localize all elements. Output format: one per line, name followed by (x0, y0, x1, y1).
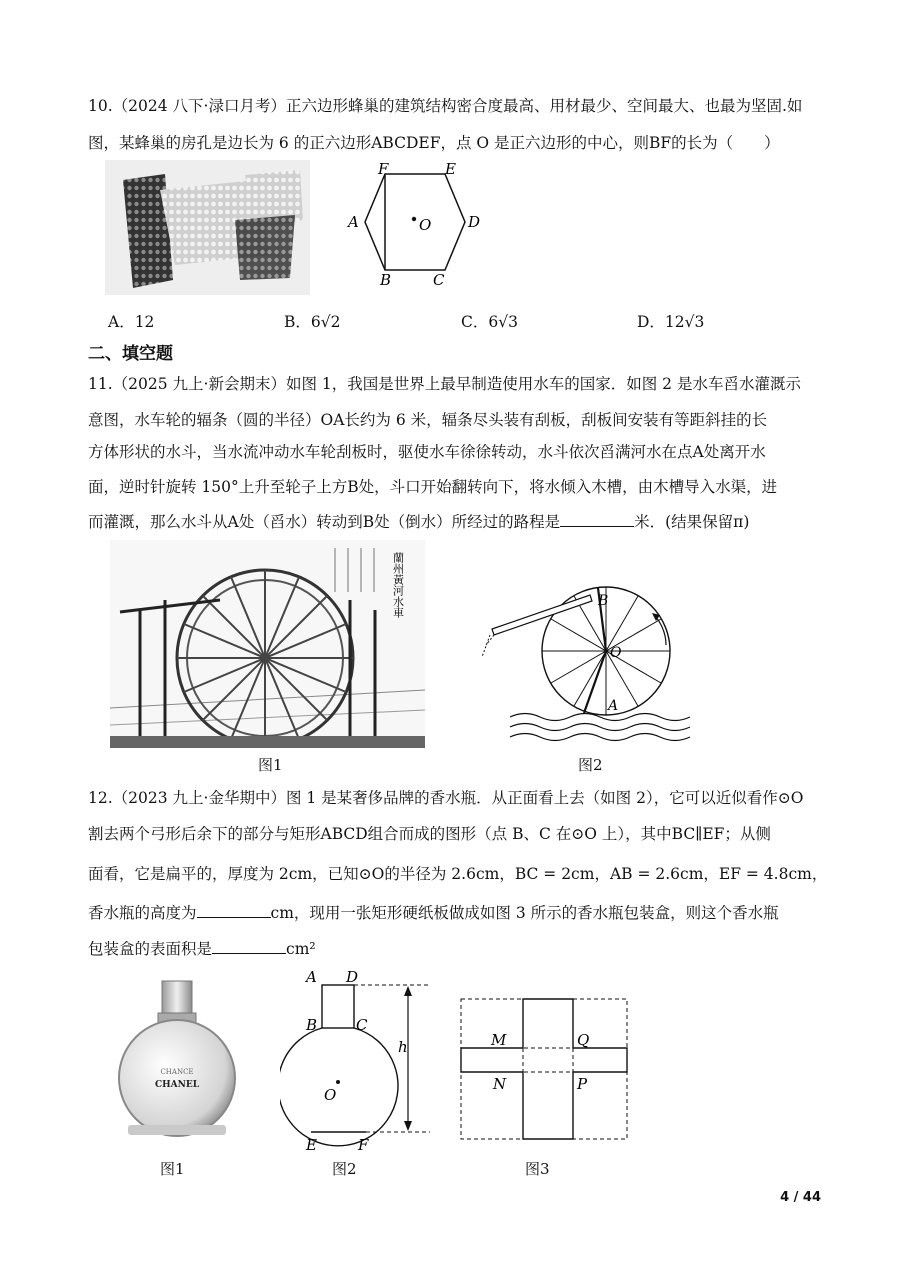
q12-text-5b: cm² (286, 940, 316, 958)
q12-text-line5 (88, 937, 316, 959)
label-Q: Q (577, 1031, 590, 1049)
label-O: O (419, 216, 432, 234)
label-M: M (491, 1031, 507, 1049)
label-B: B (598, 593, 609, 609)
label-N: N (493, 1075, 507, 1093)
q11-text-line4: 面，逆时针旋转 150°上升至轮子上方B处，斗口开始翻转向下，将水倾入木槽，由木槽导入水渠，进 (88, 478, 778, 496)
hexagon-figure (340, 160, 490, 290)
q12-text-line1: 12.（2023 九上·金华期中）图 1 是某奢侈品牌的香水瓶．从正面看上去（如图 2），它可以近似看作⊙O (88, 789, 804, 807)
waterwheel-diagram (480, 585, 705, 745)
label-F: F (378, 160, 389, 178)
q12-height-blank (197, 903, 271, 918)
q12-fig2-caption: 图2 (332, 1160, 357, 1178)
honeycomb-photo (105, 160, 310, 295)
label-h: h (398, 1038, 408, 1056)
q11-text-line2: 意图，水车轮的辐条（圆的半径）OA长约为 6 米，辐条尽头装有刮板，刮板间安装有等距斜挂的长 (88, 411, 768, 429)
label-O: O (324, 1086, 337, 1104)
q11-text-5b: 米．(结果保留π) (634, 513, 750, 531)
label-C: C (356, 1016, 368, 1034)
option-b: B．6√2 (284, 313, 341, 331)
label-F: F (358, 1136, 369, 1154)
q12-text-4a: 香水瓶的高度为 (88, 904, 197, 922)
perfume-bottle (108, 975, 248, 1140)
painting-title: 蘭州黃河水車 (391, 552, 405, 618)
box-net-figure (455, 995, 635, 1145)
label-A: A (306, 968, 317, 986)
label-C: C (433, 271, 445, 289)
label-O: O (610, 645, 622, 661)
q12-fig3-caption: 图3 (525, 1160, 550, 1178)
q11-text-line3: 方体形状的水斗，当水流冲动水车轮刮板时，驱使水车徐徐转动，水斗依次舀满河水在点A处离开水 (88, 443, 766, 461)
q11-answer-blank (560, 512, 634, 527)
q11-text-line1: 11.（2025 九上·新会期末）如图 1，我国是世界上最早制造使用水车的国家．如图 2 是水车舀水灌溉示 (88, 375, 801, 393)
q12-fig1-caption: 图1 (160, 1160, 185, 1178)
label-P: P (577, 1075, 588, 1093)
page-number: 4 / 44 (780, 1190, 821, 1205)
label-A: A (608, 698, 619, 714)
label-D: D (468, 213, 481, 231)
label-A: A (348, 213, 359, 231)
bottle-brand-1: CHANCE (160, 1068, 194, 1076)
q12-text-line3: 面看，它是扁平的，厚度为 2cm，已知⊙O的半径为 2.6cm，BC = 2cm，AB = 2.6cm，EF = 4.8cm， (88, 865, 828, 883)
q11-text-line5 (88, 510, 749, 532)
option-d: D．12√3 (637, 313, 705, 331)
bottle-front-view (280, 960, 440, 1155)
section-heading: 二、填空题 (88, 344, 173, 364)
label-B: B (306, 1016, 318, 1034)
q11-fig1-caption: 图1 (258, 756, 283, 774)
bottle-brand-2: CHANEL (154, 1080, 200, 1090)
q12-area-blank (212, 939, 286, 954)
q12-text-4b: cm，现用一张矩形硬纸板做成如图 3 所示的香水瓶包装盒，则这个香水瓶 (270, 904, 779, 922)
option-a: A．12 (108, 313, 155, 331)
waterwheel-painting (110, 540, 425, 748)
label-D: D (346, 968, 359, 986)
option-c: C．6√3 (461, 313, 518, 331)
q11-fig2-caption: 图2 (578, 756, 603, 774)
q12-text-line2: 割去两个弓形后余下的部分与矩形ABCD组合而成的图形（点 B、C 在⊙O 上），其中BC∥EF；从侧 (88, 825, 771, 843)
q10-text-line1: 10.（2024 八下·渌口月考）正六边形蜂巢的建筑结构密合度最高、用材最少、空间最大、也最为坚固.如 (88, 97, 803, 115)
q10-text-line2: 图，某蜂巢的房孔是边长为 6 的正六边形ABCDEF，点 O 是正六边形的中心，则BF的长为（ ） (88, 134, 780, 152)
q11-text-5a: 而灌溉，那么水斗从A处（舀水）转动到B处（倒水）所经过的路程是 (88, 513, 561, 531)
q12-text-5a: 包装盒的表面积是 (88, 940, 213, 958)
label-E: E (445, 160, 456, 178)
label-E: E (306, 1136, 317, 1154)
q12-text-line4 (88, 901, 779, 923)
label-B: B (380, 271, 392, 289)
